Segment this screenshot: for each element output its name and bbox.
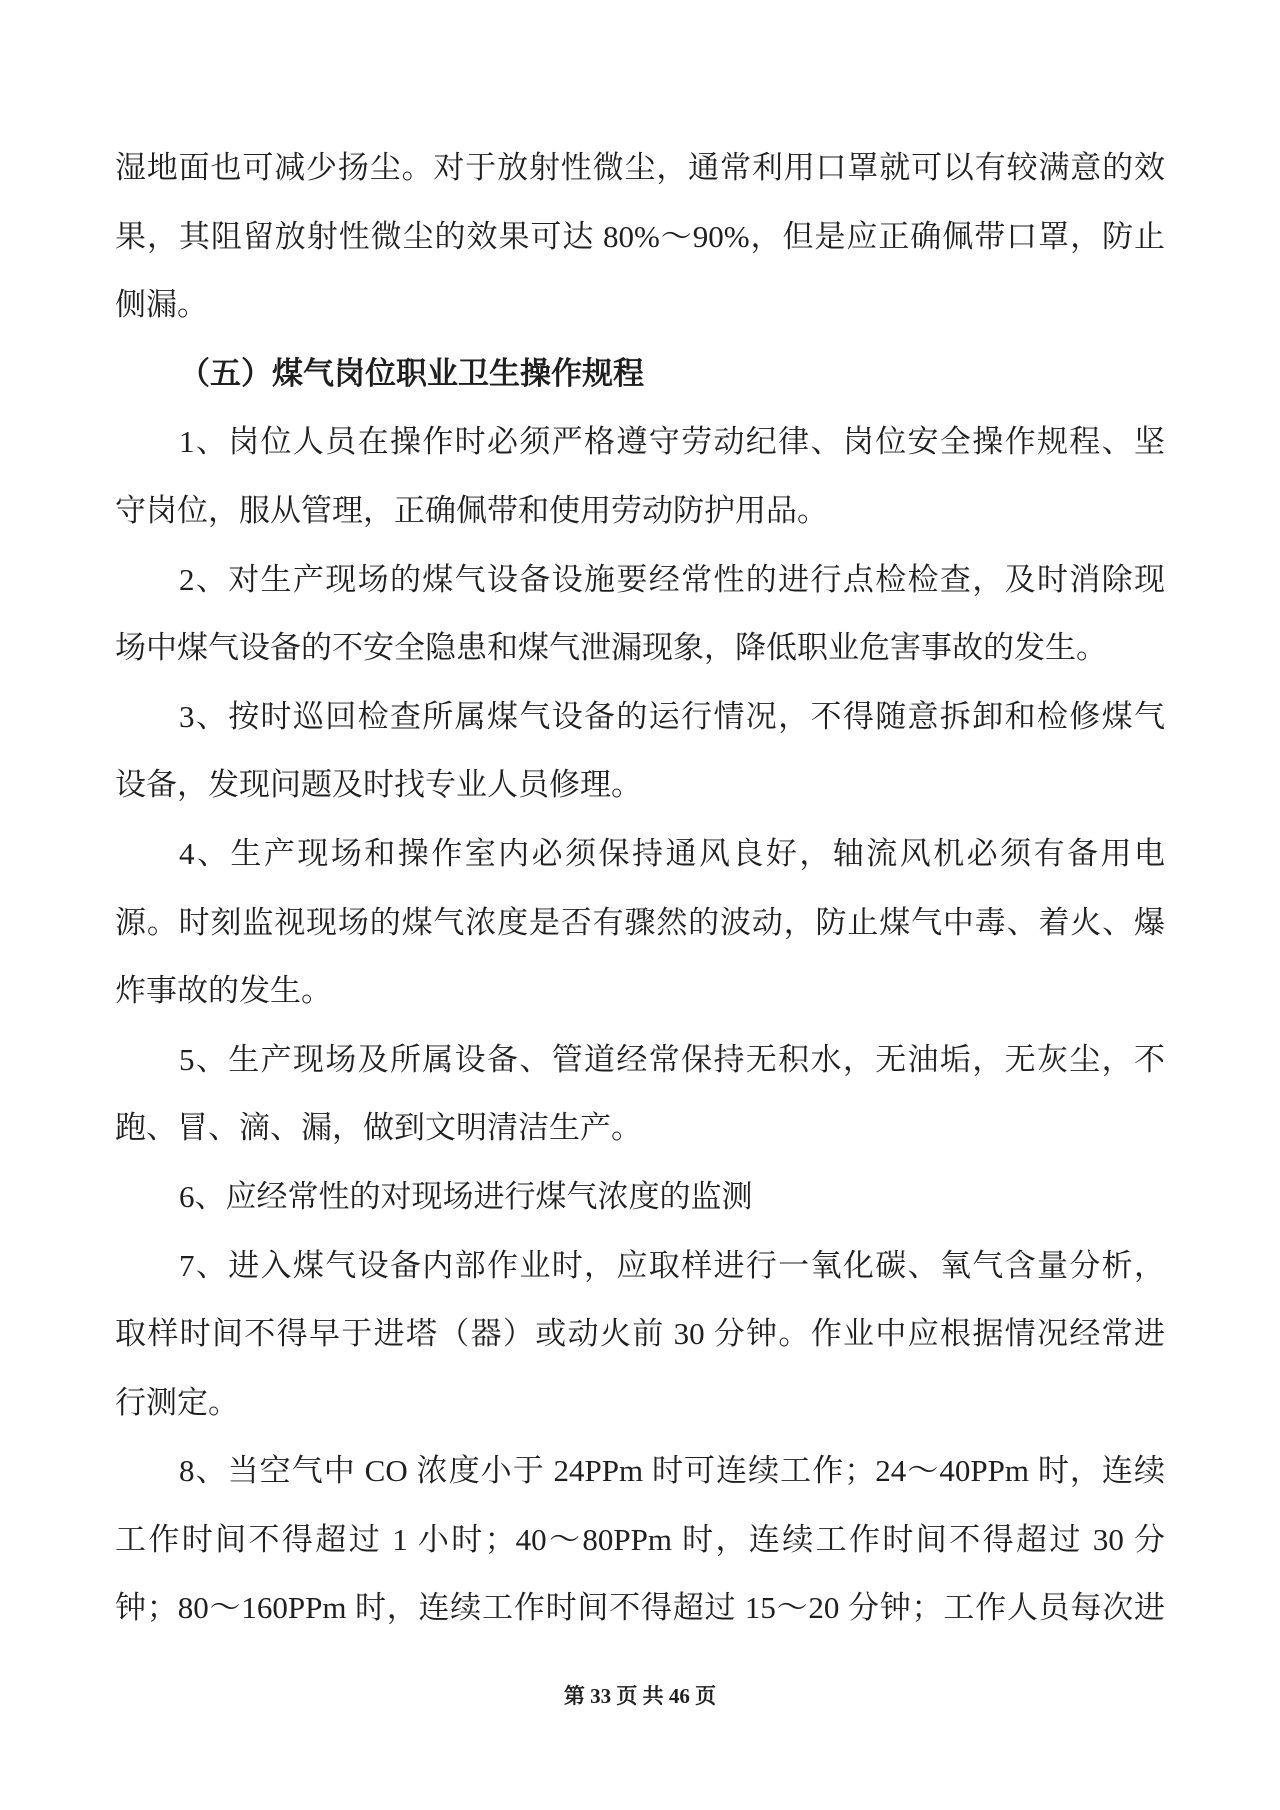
paragraph [115,134,1165,340]
paragraph [115,1163,1165,1232]
text-line: 炸事故的发生。 [115,973,332,1009]
text-line: 取样时间不得早于进塔（器）或动火前 30 分钟。作业中应根据情况经常进 [115,1316,1165,1352]
text-line: 1、岗位人员在操作时必须严格遵守劳动纪律、岗位安全操作规程、坚 [179,424,1165,460]
text-line: 4、生产现场和操作室内必须保持通风良好，轴流风机必须有备用电 [179,835,1165,871]
paragraph [115,1437,1165,1643]
paragraph [115,820,1165,1026]
heading-text-line: （五）煤气岗位职业卫生操作规程 [179,355,644,391]
text-line: 侧漏。 [115,287,208,323]
text-line: 工作时间不得超过 1 小时；40～80PPm 时，连续工作时间不得超过 30 分 [115,1521,1165,1557]
paragraph [115,408,1165,545]
text-line: 场中煤气设备的不安全隐患和煤气泄漏现象，降低职业危害事故的发生。 [115,630,1107,666]
section-heading [115,340,1165,409]
paragraph [115,546,1165,683]
text-line: 5、生产现场及所属设备、管道经常保持无积水，无油垢，无灰尘，不 [179,1041,1165,1077]
text-line: 8、当空气中 CO 浓度小于 24PPm 时可连续工作；24～40PPm 时，连续 [179,1453,1165,1489]
page-footer [0,1680,1280,1710]
text-line: 守岗位，服从管理，正确佩带和使用劳动防护用品。 [115,492,828,528]
text-line: 钟；80～160PPm 时，连续工作时间不得超过 15～20 分钟；工作人员每次进 [115,1590,1165,1626]
page-number-label: 第 33 页 共 46 页 [563,1684,717,1708]
text-line: 源。时刻监视现场的煤气浓度是否有骤然的波动，防止煤气中毒、着火、爆 [115,904,1165,940]
paragraph [115,1026,1165,1163]
text-line: 跑、冒、滴、漏，做到文明清洁生产。 [115,1110,642,1146]
text-line: 设备，发现问题及时找专业人员修理。 [115,767,642,803]
text-line: 6、应经常性的对现场进行煤气浓度的监测 [179,1178,753,1214]
paragraph [115,1232,1165,1438]
text-line: 2、对生产现场的煤气设备设施要经常性的进行点检检查，及时消除现 [179,561,1165,597]
paragraph [115,683,1165,820]
text-line: 3、按时巡回检查所属煤气设备的运行情况，不得随意拆卸和检修煤气 [179,698,1165,734]
document-body [115,134,1165,1643]
text-line: 7、进入煤气设备内部作业时，应取样进行一氧化碳、氧气含量分析， [179,1247,1165,1283]
text-line: 湿地面也可减少扬尘。对于放射性微尘，通常利用口罩就可以有较满意的效 [115,150,1165,185]
text-line: 行测定。 [115,1384,239,1420]
text-line: 果，其阻留放射性微尘的效果可达 80%～90%，但是应正确佩带口罩，防止 [115,218,1165,254]
